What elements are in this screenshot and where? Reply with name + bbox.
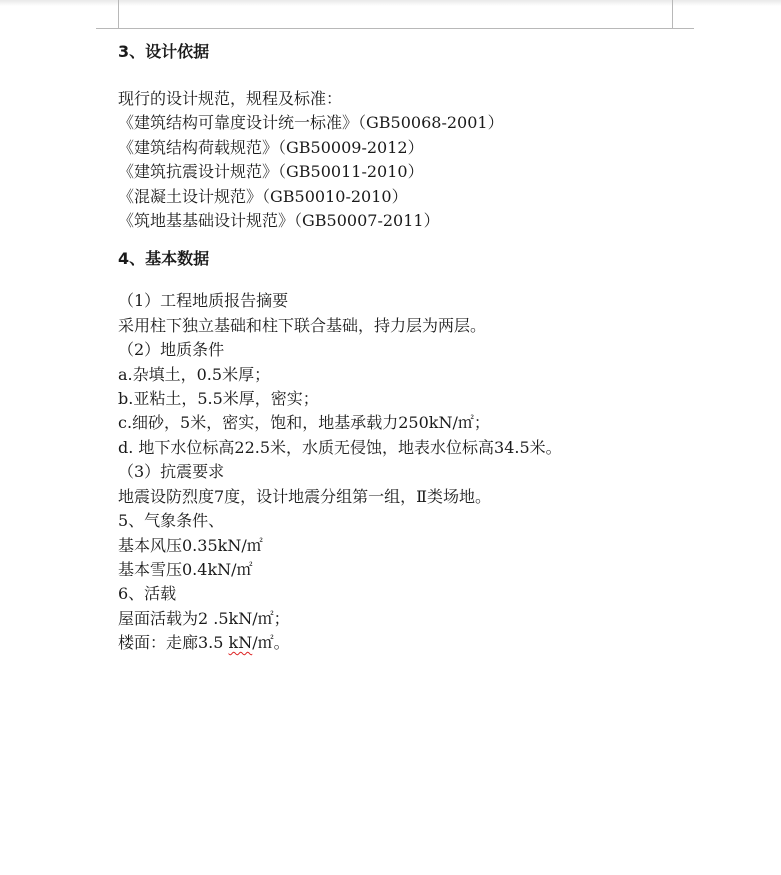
text-line: 地震设防烈度7度，设计地震分组第一组，Ⅱ类场地。 <box>118 486 492 506</box>
page-top-border <box>118 28 673 29</box>
text-line: 采用柱下独立基础和柱下联合基础，持力层为两层。 <box>118 315 487 335</box>
left-margin-marker-v <box>118 0 119 29</box>
text-line: 《建筑结构荷载规范》（GB50009-2012） <box>118 137 424 157</box>
text-line: 6、活载 <box>118 584 177 604</box>
spellcheck-underlined-text: kN <box>228 633 253 653</box>
text-line: c.细砂，5米，密实，饱和，地基承载力250kN/㎡； <box>118 413 490 433</box>
text-line: d. 地下水位标高22.5米，水质无侵蚀，地表水位标高34.5米。 <box>118 437 562 457</box>
text-line-last <box>118 631 678 655</box>
text-line: 《建筑结构可靠度设计统一标准》（GB50068-2001） <box>118 113 504 133</box>
document-body <box>118 40 678 656</box>
text-line: b.亚粘土，5.5米厚，密实； <box>118 389 319 409</box>
text-fragment: /㎡。 <box>252 633 290 653</box>
text-line: a.杂填土，0.5米厚； <box>118 364 271 384</box>
text-line: 基本风压0.35kN/㎡ <box>118 535 263 555</box>
text-line: （3）抗震要求 <box>118 462 225 482</box>
text-line: （1）工程地质报告摘要 <box>118 291 289 311</box>
text-line: 《筑地基基础设计规范》（GB50007-2011） <box>118 211 440 231</box>
left-margin-marker-h <box>96 28 118 29</box>
right-margin-marker-h <box>672 28 694 29</box>
text-line: 现行的设计规范，规程及标准： <box>118 89 343 108</box>
text-line: 《混凝土设计规范》（GB50010-2010） <box>118 186 408 206</box>
text-line: 基本雪压0.4kN/㎡ <box>118 559 253 579</box>
right-margin-marker-v <box>672 0 673 29</box>
section-3-heading: 3、设计依据 <box>118 42 210 61</box>
text-fragment: 楼面：走廊3.5 <box>118 633 229 653</box>
text-line: 《建筑抗震设计规范》（GB50011-2010） <box>118 162 424 182</box>
text-line: 屋面活载为2 .5kN/㎡； <box>118 608 290 628</box>
text-line: （2）地质条件 <box>118 340 225 360</box>
section-4-body <box>118 289 678 655</box>
section-4-heading: 4、基本数据 <box>118 249 210 269</box>
text-line: 5、气象条件、 <box>118 511 225 531</box>
section-3-body <box>118 87 678 233</box>
